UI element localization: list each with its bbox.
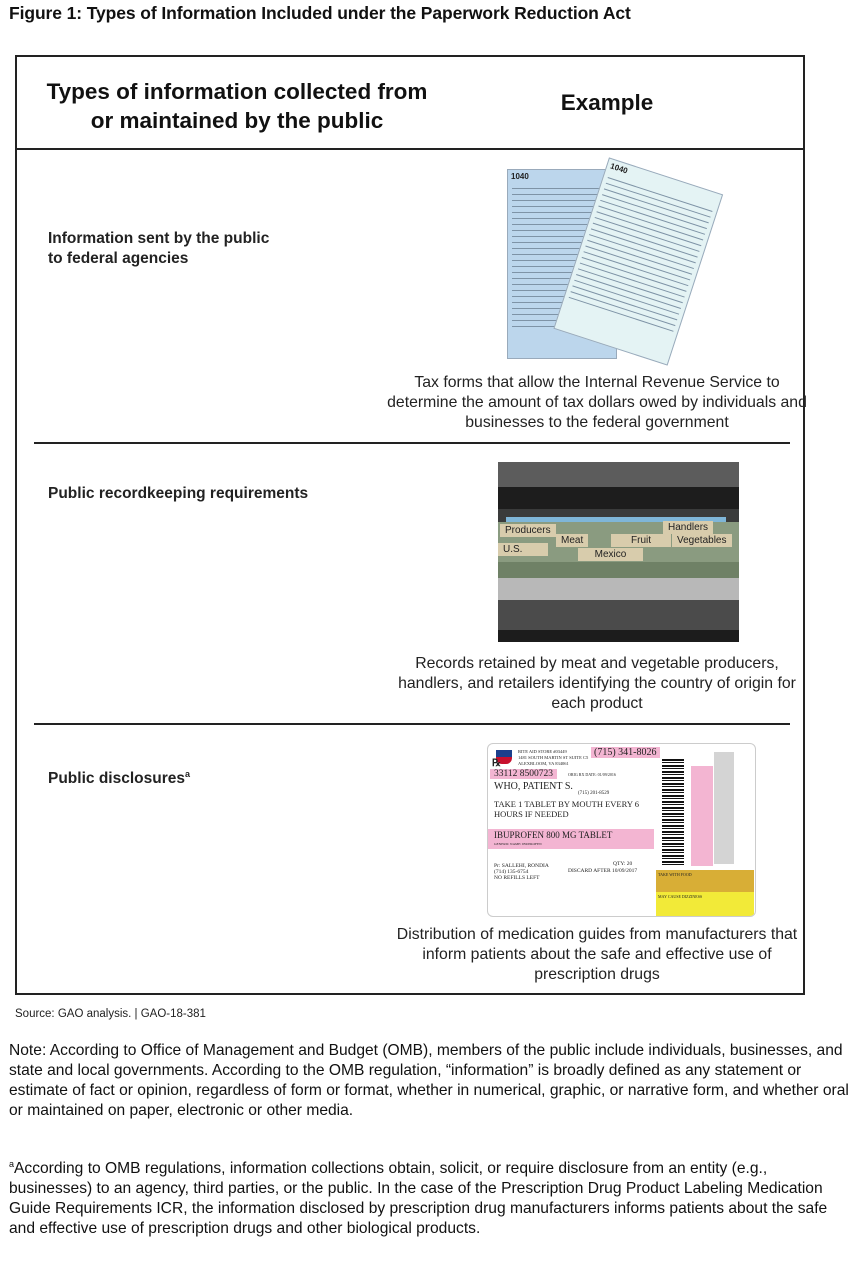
file-tab: Meat <box>556 534 588 547</box>
pharmacy-phone: (715) 341-8026 <box>591 747 660 758</box>
tax-forms-image <box>487 157 747 367</box>
row-caption-tax-forms: Tax forms that allow the Internal Revenue Service to determine the amount of tax dollars owed by individuals and businesses to the federal government <box>387 374 807 431</box>
directions: TAKE 1 TABLET BY MOUTH EVERY 6 HOURS IF NEEDED <box>494 799 640 819</box>
source-line: Source: GAO analysis. | GAO-18-381 <box>15 1008 206 1020</box>
drug-name: IBUPROFEN 800 MG TABLET <box>488 829 654 849</box>
file-tab: Mexico <box>578 548 643 561</box>
file-tab: U.S. <box>498 543 548 556</box>
patient-name: WHO, PATIENT S. <box>494 781 573 792</box>
warning-sticker-dizziness: MAY CAUSE DIZZINESS <box>656 892 754 916</box>
row-label-public-disclosures: Public disclosures$^a$ <box>48 769 190 788</box>
warning-sticker-food: TAKE WITH FOOD <box>656 870 754 892</box>
barcode <box>662 759 684 867</box>
file-tab: Fruit <box>611 534 671 547</box>
file-tab: Vegetables <box>672 534 732 547</box>
file-tab: Handlers <box>663 521 713 534</box>
note-paragraph: Note: According to Office of Management and Budget (OMB), members of the public include individuals, businesses, and state and local governments. According to the OMB regulation, “information” is broadly defined as any statement or estimate of fact or opinion, regardless of form or format, whether in numerical, graphic, or narrative form, and whether oral or maintained on paper, electronic or other media. <box>9 1042 849 1119</box>
header-example: Example <box>560 90 654 115</box>
table-header <box>17 57 803 150</box>
footnote-marker: a <box>184 769 190 779</box>
info-types-table <box>15 55 805 995</box>
tax-form-front: 1040 <box>553 157 723 365</box>
row-caption-records: Records retained by meat and vegetable producers, handlers, and retailers identifying the country of origin for each product <box>398 655 796 712</box>
row-divider <box>34 723 790 725</box>
header-types-of-information: Types of information collected from or maintained by the public <box>46 79 428 133</box>
row-divider <box>34 442 790 444</box>
file-tab: Producers <box>500 524 556 537</box>
row-label-recordkeeping: Public recordkeeping requirements <box>48 485 309 502</box>
row-caption-medication-guides: Distribution of medication guides from manufacturers that inform patients about the safe and effective use of prescription drugs <box>396 926 798 983</box>
rx-number: 33112 8500723 <box>490 769 557 779</box>
footnote-marker: a <box>9 1159 15 1169</box>
tax-form-back: 1040 <box>507 169 617 359</box>
rx-icon: ℞ <box>492 758 501 769</box>
figure-title: Figure 1: Types of Information Included under the Paperwork Reduction Act <box>9 3 631 23</box>
row-label-information-sent: Information sent by the public to federal agencies <box>48 230 270 267</box>
file-drawer-photo <box>498 462 739 642</box>
footnote-paragraph: $^a$According to OMB regulations, information collections obtain, solicit, or require disclosure from an entity (e.g., businesses) to an agency, third parties, or the public. In the case of the Prescription Drug Product Labeling Medication Guide Requirements ICR, the information disclosed by prescription drug manufacturers informs patients about the safe and effective use of prescription drugs and other biological products. <box>9 1159 828 1238</box>
prescription-label-image: ℞ RITE AID STORE #03449 1481 SOUTH MARTIN ST SUITE C5 ALEXBLOOM, VA 834061 (715) 341-8026 33112 8500723 ORIG RX DATE: 01/09/2016 WHO, PATIENT S. (715) 201-8529 TAKE 1 TABLET BY MOUTH EVERY 6 HOURS IF NEEDED IBUPROFEN 800 MG TABLET GENERIC NAME: IBUPROFEN Pr: SALLEHI, RONDIA (714) 135-6754 NO REFILLS LEFT QTY: 20 DISCARD AFTER 10/09/2017 TAKE WITH FOOD MAY CAUSE DIZZINESS <box>487 743 756 917</box>
